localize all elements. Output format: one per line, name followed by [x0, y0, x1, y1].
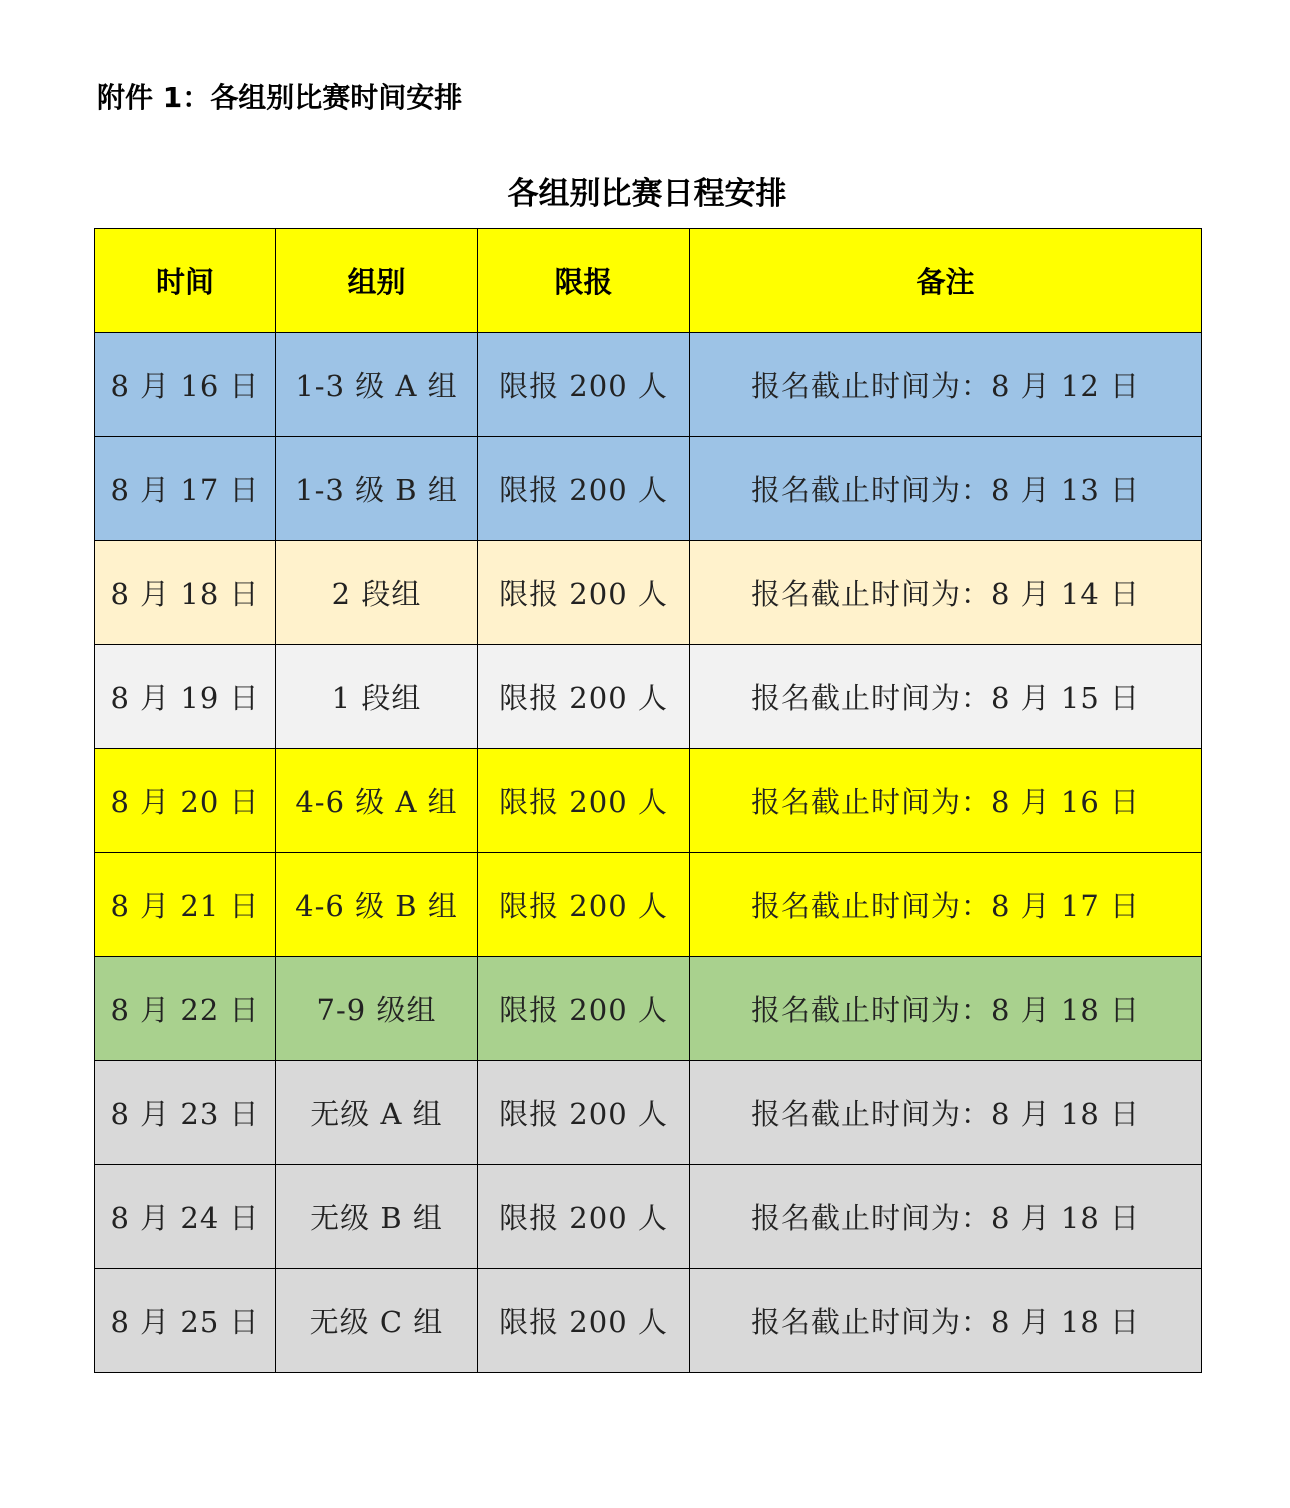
date-cell: 8 月 20 日 — [95, 749, 276, 853]
note-cell: 报名截止时间为：8 月 13 日 — [690, 437, 1202, 541]
group-cell: 无级 A 组 — [276, 1061, 478, 1165]
group-cell: 1 段组 — [276, 645, 478, 749]
note-cell: 报名截止时间为：8 月 15 日 — [690, 645, 1202, 749]
limit-cell: 限报 200 人 — [478, 1165, 690, 1269]
group-cell: 无级 C 组 — [276, 1269, 478, 1373]
limit-cell: 限报 200 人 — [478, 957, 690, 1061]
date-cell: 8 月 23 日 — [95, 1061, 276, 1165]
limit-cell: 限报 200 人 — [478, 541, 690, 645]
limit-cell: 限报 200 人 — [478, 333, 690, 437]
limit-cell: 限报 200 人 — [478, 749, 690, 853]
date-cell: 8 月 25 日 — [95, 1269, 276, 1373]
limit-cell: 限报 200 人 — [478, 1269, 690, 1373]
schedule-table — [94, 228, 1202, 1373]
group-cell: 1-3 级 B 组 — [276, 437, 478, 541]
limit-cell: 限报 200 人 — [478, 1061, 690, 1165]
date-cell: 8 月 21 日 — [95, 853, 276, 957]
header-date: 时间 — [95, 229, 276, 333]
note-cell: 报名截止时间为：8 月 17 日 — [690, 853, 1202, 957]
table-row — [95, 853, 1202, 957]
group-cell: 1-3 级 A 组 — [276, 333, 478, 437]
group-cell: 2 段组 — [276, 541, 478, 645]
table-row — [95, 1165, 1202, 1269]
date-cell: 8 月 19 日 — [95, 645, 276, 749]
note-cell: 报名截止时间为：8 月 18 日 — [690, 957, 1202, 1061]
date-cell: 8 月 17 日 — [95, 437, 276, 541]
table-row — [95, 541, 1202, 645]
group-cell: 无级 B 组 — [276, 1165, 478, 1269]
limit-cell: 限报 200 人 — [478, 437, 690, 541]
note-cell: 报名截止时间为：8 月 18 日 — [690, 1165, 1202, 1269]
note-cell: 报名截止时间为：8 月 14 日 — [690, 541, 1202, 645]
table-row — [95, 1269, 1202, 1373]
date-cell: 8 月 24 日 — [95, 1165, 276, 1269]
table-row — [95, 333, 1202, 437]
header-group: 组别 — [276, 229, 478, 333]
group-cell: 7-9 级组 — [276, 957, 478, 1061]
group-cell: 4-6 级 B 组 — [276, 853, 478, 957]
attachment-heading: 附件 1：各组别比赛时间安排 — [97, 81, 463, 114]
note-cell: 报名截止时间为：8 月 16 日 — [690, 749, 1202, 853]
note-cell: 报名截止时间为：8 月 12 日 — [690, 333, 1202, 437]
table-title: 各组别比赛日程安排 — [507, 176, 787, 212]
table-row — [95, 1061, 1202, 1165]
header-note: 备注 — [690, 229, 1202, 333]
limit-cell: 限报 200 人 — [478, 645, 690, 749]
note-cell: 报名截止时间为：8 月 18 日 — [690, 1061, 1202, 1165]
note-cell: 报名截止时间为：8 月 18 日 — [690, 1269, 1202, 1373]
table-row — [95, 957, 1202, 1061]
date-cell: 8 月 16 日 — [95, 333, 276, 437]
table-header-row — [95, 229, 1202, 333]
table-row — [95, 437, 1202, 541]
table-row — [95, 749, 1202, 853]
table-row — [95, 645, 1202, 749]
date-cell: 8 月 22 日 — [95, 957, 276, 1061]
header-limit: 限报 — [478, 229, 690, 333]
limit-cell: 限报 200 人 — [478, 853, 690, 957]
group-cell: 4-6 级 A 组 — [276, 749, 478, 853]
date-cell: 8 月 18 日 — [95, 541, 276, 645]
